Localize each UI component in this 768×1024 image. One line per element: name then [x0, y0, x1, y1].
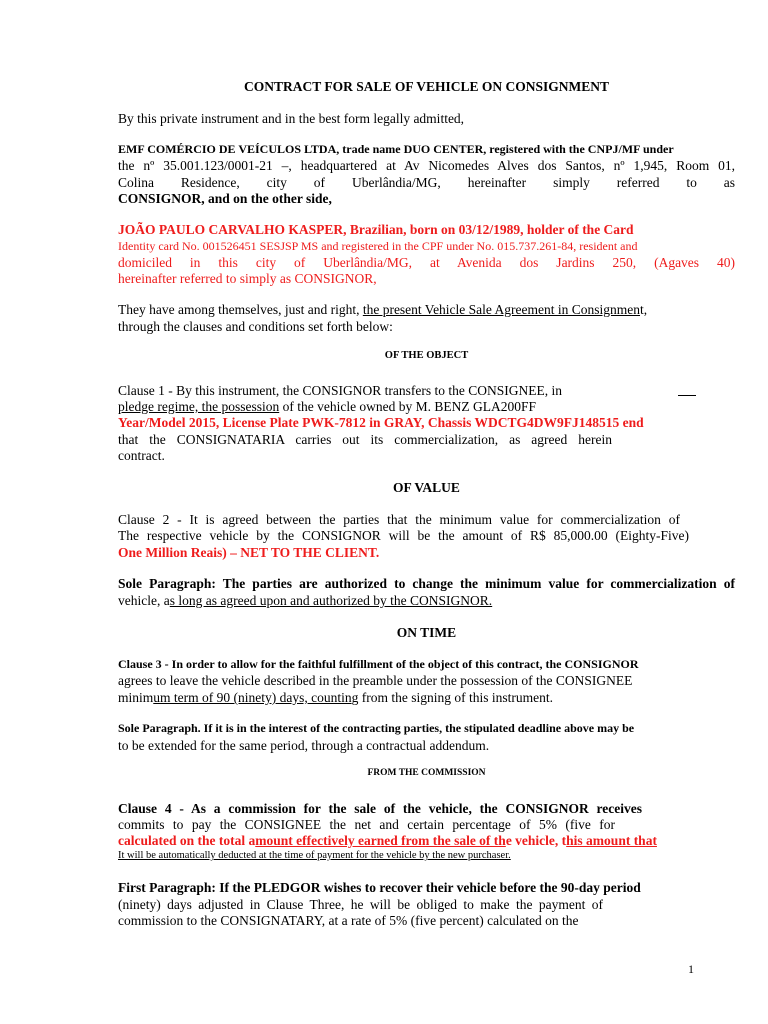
party1-line3: Colina Residence, city of Uberlândia/MG, hereinafter simply referred to as [118, 175, 735, 190]
party1-line1: EMF COMÉRCIO DE VEÍCULOS LTDA, trade name DUO CENTER, registered with the CNPJ/MF under [118, 142, 674, 156]
clause4-text: calculated on the total a [118, 833, 256, 848]
intro-text: By this private instrument and in the best form legally admitted, [118, 111, 465, 126]
clause4-line1: Clause 4 - As a commission for the sale of the vehicle, the CONSIGNOR receives [118, 801, 642, 816]
sole-paragraph-value-underlined: s long as agreed upon and authorized by the CONSIGNOR. [169, 593, 493, 608]
clause1-line1: Clause 1 - By this instrument, the CONSIGNOR transfers to the CONSIGNEE, in [118, 383, 562, 398]
clause3-line3 [118, 691, 735, 705]
party2-line1: JOÃO PAULO CARVALHO KASPER, Brazilian, born on 03/12/1989, holder of the Card [118, 222, 634, 237]
clause1-line3: Year/Model 2015, License Plate PWK-7812 in GRAY, Chassis WDCTG4DW9FJ148515 end [118, 415, 644, 430]
underline-mark [678, 385, 696, 396]
clause4-underlined-2: his amount that [566, 833, 657, 848]
sole-paragraph-value-line1: Sole Paragraph: The parties are authorized to change the minimum value for commercialization of [118, 576, 735, 591]
agreement-tail: t, [640, 302, 648, 317]
clause3-line2: agrees to leave the vehicle described in the preamble under the possession of the CONSIGNEE [118, 673, 633, 688]
clause1-line4: that the CONSIGNATARIA carries out its commercialization, as agreed herein [118, 432, 612, 447]
sole-paragraph-time-line1: Sole Paragraph. If it is in the interest of the contracting parties, the stipulated deadline above may be [118, 721, 635, 735]
section-heading-commission: FROM THE COMMISSION [367, 768, 486, 778]
party1-line4: CONSIGNOR, and on the other side, [118, 191, 332, 206]
clause2-line1: Clause 2 - It is agreed between the parties that the minimum value for commercialization of [118, 512, 680, 527]
clause4-line4: It will be automatically deducted at the time of payment for the vehicle by the new purchaser. [118, 850, 511, 861]
party2-line4: hereinafter referred to simply as CONSIGNOR, [118, 271, 377, 286]
clause3-line1: Clause 3 - In order to allow for the faithful fulfillment of the object of this contract, the CONSIGNOR [118, 657, 639, 671]
party2-line2: Identity card No. 001526451 SESJSP MS and registered in the CPF under No. 015.737.261-84, resident and [118, 239, 638, 253]
sole-paragraph-value-text: vehicle, a [118, 593, 170, 608]
clause1-underlined: pledge regime, the possession [118, 399, 280, 414]
agreement-text: They have among themselves, just and right, [118, 302, 363, 317]
agreement-line1 [118, 303, 735, 317]
clause3-text: minim [118, 690, 154, 705]
section-heading-value: OF VALUE [393, 480, 460, 495]
sole-paragraph-time-line2: to be extended for the same period, through a contractual addendum. [118, 738, 490, 753]
clause1-line5: contract. [118, 448, 165, 463]
clause1-line2 [118, 400, 735, 414]
page-number: 1 [688, 962, 694, 976]
first-paragraph-line1: First Paragraph: If the PLEDGOR wishes to recover their vehicle before the 90-day period [118, 880, 641, 895]
clause4-line3 [118, 834, 735, 848]
clause4-middle: e vehicle, t [505, 833, 567, 848]
party2-line3: domiciled in this city of Uberlândia/MG, at Avenida dos Jardins 250, (Agaves 40) [118, 255, 735, 270]
agreement-line2: through the clauses and conditions set forth below: [118, 319, 393, 334]
agreement-underlined: the present Vehicle Sale Agreement in Consignmen [362, 302, 641, 317]
clause2-line2: The respective vehicle by the CONSIGNOR will be the amount of R$ 85,000.00 (Eighty-Five) [118, 528, 689, 543]
clause2-line3: One Million Reais) – NET TO THE CLIENT. [118, 545, 380, 560]
clause3-underlined: um term of 90 (ninety) days, countin [153, 690, 352, 705]
clause1-vehicle: of the vehicle owned by M. BENZ GLA200FF [279, 399, 537, 414]
clause4-underlined-1: mount effectively earned from the sale of th [255, 833, 506, 848]
first-paragraph-line3: commission to the CONSIGNATARY, at a rate of 5% (five percent) calculated on the [118, 913, 579, 928]
first-paragraph-line2: (ninety) days adjusted in Clause Three, he will be obliged to make the payment of [118, 897, 603, 912]
document-title: CONTRACT FOR SALE OF VEHICLE ON CONSIGNMENT [243, 79, 610, 94]
sole-paragraph-value-line2 [118, 594, 735, 608]
clause3-tail: g from the signing of this instrument. [351, 690, 553, 705]
section-heading-object: OF THE OBJECT [384, 350, 469, 361]
section-heading-time: ON TIME [396, 625, 457, 640]
clause4-line2: commits to pay the CONSIGNEE the net and certain percentage of 5% (five for [118, 817, 615, 832]
party1-line2: the nº 35.001.123/0001-21 –, headquartered at Av Nicomedes Alves dos Santos, nº 1,945, Room 01, [118, 158, 735, 173]
